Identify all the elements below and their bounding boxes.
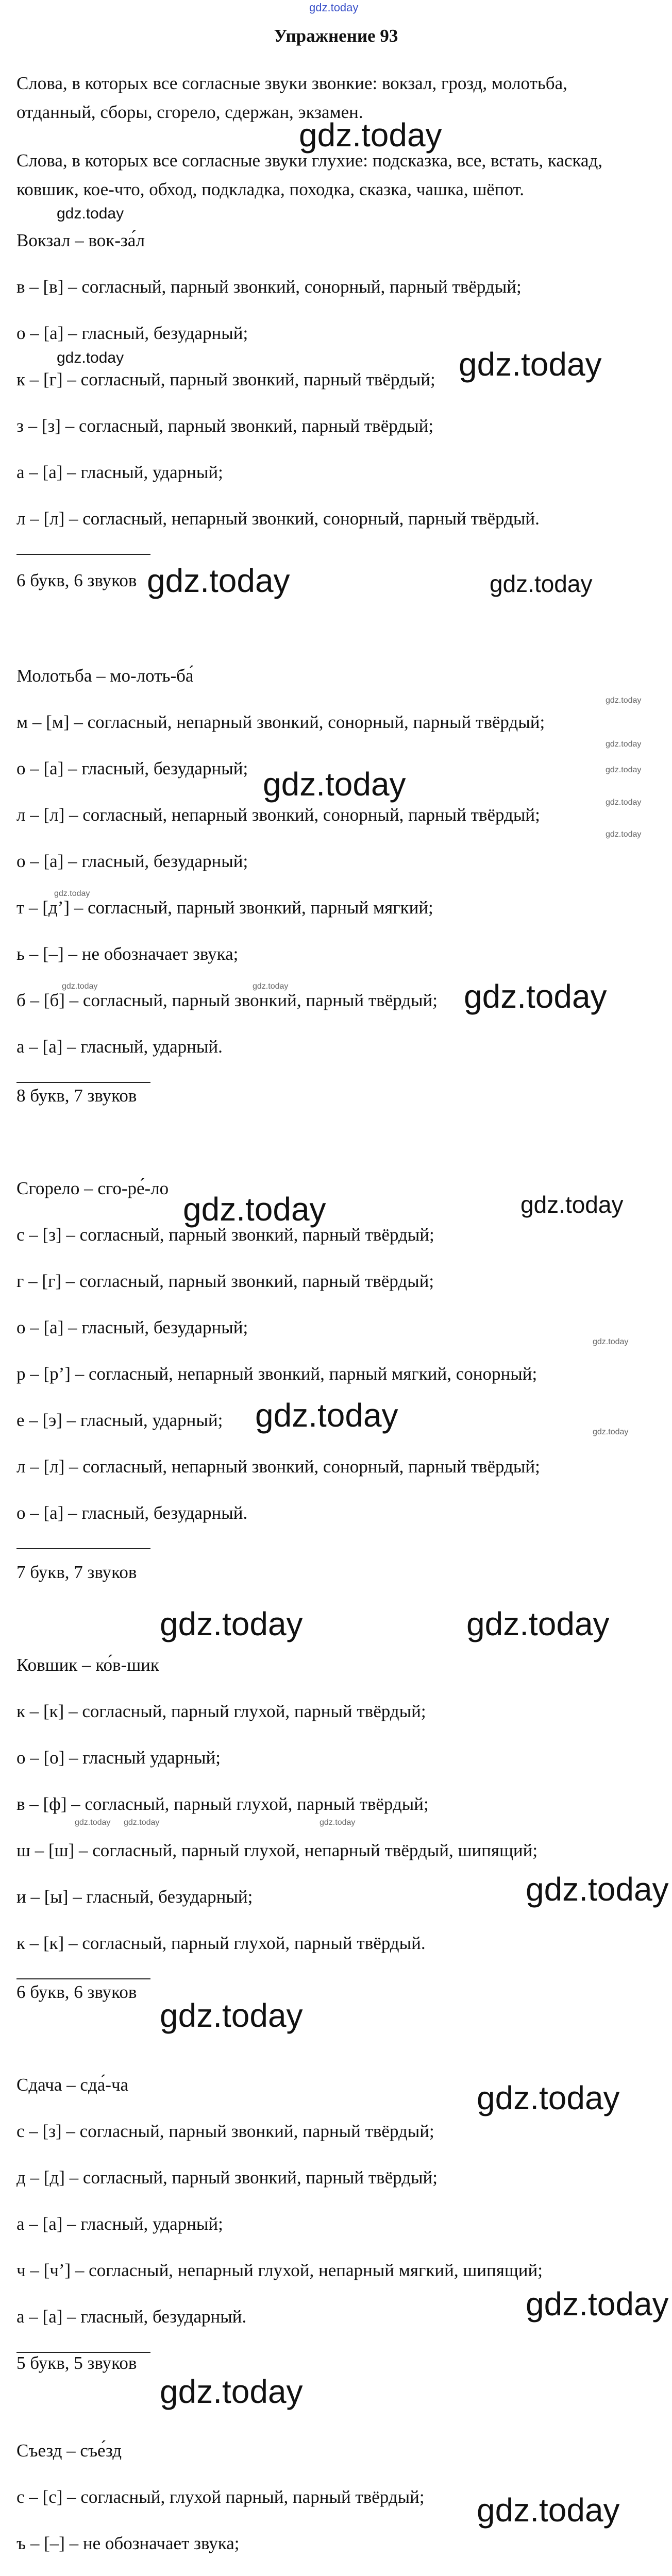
sound-line: к – [к] – согласный, парный глухой, парный твёрдый; <box>16 1701 426 1721</box>
intro-voiceless-line-1: Слова, в которых все согласные звуки глухие: подсказка, все, встать, каскад, <box>16 150 603 171</box>
watermark: gdz.today <box>160 1605 303 1642</box>
sound-line: а – [а] – гласный, ударный. <box>16 1037 223 1057</box>
sound-line: г – [г] – согласный, парный звонкий, парный твёрдый; <box>16 1271 434 1291</box>
intro-voiced-line-1: Слова, в которых все согласные звуки звонкие: вокзал, грозд, молотьба, <box>16 73 567 93</box>
sound-line: з – [з] – согласный, парный звонкий, парный твёрдый; <box>16 416 434 436</box>
watermark: gdz.today <box>606 766 642 774</box>
sound-line: в – [в] – согласный, парный звонкий, сонорный, парный твёрдый; <box>16 277 522 297</box>
sound-line: с – [з] – согласный, парный звонкий, парный твёрдый; <box>16 2121 434 2141</box>
watermark: gdz.today <box>320 1818 356 1827</box>
divider-line <box>16 1082 150 1083</box>
word-heading-molotba: Молотьба – мо-лоть-ба́ <box>16 666 194 686</box>
watermark: gdz.today <box>464 978 607 1015</box>
sound-line: о – [а] – гласный, безударный; <box>16 323 248 343</box>
sound-line: т – [д’] – согласный, парный звонкий, парный мягкий; <box>16 897 433 918</box>
word-heading-sezd: Съезд – съе́зд <box>16 2441 122 2461</box>
sound-line: ь – [–] – не обозначает звука; <box>16 944 239 964</box>
sound-line: о – [о] – гласный ударный; <box>16 1748 221 1768</box>
watermark: gdz.today <box>520 1191 624 1218</box>
word-heading-sgorelo: Сгорело – сго-ре́-ло <box>16 1178 169 1198</box>
watermark: gdz.today <box>490 570 593 597</box>
sound-line: о – [а] – гласный, безударный. <box>16 1503 248 1523</box>
watermark: gdz.today <box>606 830 642 839</box>
watermark: gdz.today <box>526 1871 669 1908</box>
watermark: gdz.today <box>299 116 442 154</box>
watermark: gdz.today <box>57 349 124 366</box>
watermark: gdz.today <box>124 1818 160 1827</box>
sound-line: б – [б] – согласный, парный звонкий, парный твёрдый; <box>16 990 438 1010</box>
sound-line: а – [а] – гласный, ударный; <box>16 462 223 482</box>
word-summary: 6 букв, 6 звуков <box>16 1982 137 2002</box>
intro-voiceless-line-2: ковшик, кое-что, обход, подкладка, походка, сказка, чашка, шёпот. <box>16 179 524 199</box>
watermark: gdz.today <box>183 1191 326 1228</box>
sound-line: м – [м] – согласный, непарный звонкий, сонорный, парный твёрдый; <box>16 712 545 732</box>
watermark: gdz.today <box>263 766 406 803</box>
sound-line: л – [л] – согласный, непарный звонкий, сонорный, парный твёрдый; <box>16 1456 540 1477</box>
watermark: gdz.today <box>147 562 290 599</box>
sound-line: с – [с] – согласный, глухой парный, парный твёрдый; <box>16 2487 425 2507</box>
word-summary: 5 букв, 5 звуков <box>16 2353 137 2373</box>
watermark: gdz.today <box>606 740 642 749</box>
sound-line: е – [э] – гласный, ударный; <box>16 1410 223 1430</box>
watermark: gdz.today <box>593 1428 629 1436</box>
watermark: gdz.today <box>255 1397 398 1434</box>
watermark: gdz.today <box>57 205 124 222</box>
divider-line <box>16 1978 150 1979</box>
sound-line: а – [а] – гласный, безударный. <box>16 2307 247 2327</box>
divider-line <box>16 554 150 555</box>
top-watermark: gdz.today <box>309 1 359 14</box>
word-heading-kovshik: Ковшик – ко́в-шик <box>16 1655 159 1675</box>
watermark: gdz.today <box>526 2285 669 2323</box>
watermark: gdz.today <box>253 982 289 991</box>
sound-line: р – [р’] – согласный, непарный звонкий, парный мягкий, сонорный; <box>16 1364 537 1384</box>
watermark: gdz.today <box>62 982 98 991</box>
sound-line: к – [к] – согласный, парный глухой, парный твёрдый. <box>16 1933 426 1953</box>
word-summary: 6 букв, 6 звуков <box>16 570 137 590</box>
sound-line: л – [л] – согласный, непарный звонкий, сонорный, парный твёрдый. <box>16 509 540 529</box>
word-summary: 8 букв, 7 звуков <box>16 1086 137 1106</box>
watermark: gdz.today <box>606 696 642 705</box>
sound-line: с – [з] – согласный, парный звонкий, парный твёрдый; <box>16 1225 434 1245</box>
watermark: gdz.today <box>160 2373 303 2410</box>
sound-line: о – [а] – гласный, безударный; <box>16 1317 248 1337</box>
watermark: gdz.today <box>477 2079 620 2116</box>
word-summary: 7 букв, 7 звуков <box>16 1562 137 1582</box>
sound-line: ч – [ч’] – согласный, непарный глухой, непарный мягкий, шипящий; <box>16 2260 543 2280</box>
sound-line: а – [а] – гласный, ударный; <box>16 2214 223 2234</box>
word-heading-sdacha: Сдача – сда́-ча <box>16 2075 129 2095</box>
watermark: gdz.today <box>466 1605 610 1642</box>
watermark: gdz.today <box>75 1818 111 1827</box>
watermark: gdz.today <box>459 346 602 383</box>
word-heading-vokzal: Вокзал – вок-за́л <box>16 230 145 250</box>
sound-line: ш – [ш] – согласный, парный глухой, непарный твёрдый, шипящий; <box>16 1840 538 1860</box>
sound-line: в – [ф] – согласный, парный глухой, парный твёрдый; <box>16 1794 429 1814</box>
sound-line: о – [а] – гласный, безударный; <box>16 758 248 778</box>
watermark: gdz.today <box>606 798 642 807</box>
intro-voiced-line-2: отданный, сборы, сгорело, сдержан, экзамен. <box>16 102 363 122</box>
sound-line: д – [д] – согласный, парный звонкий, парный твёрдый; <box>16 2167 438 2188</box>
watermark: gdz.today <box>593 1337 629 1346</box>
watermark: gdz.today <box>477 2492 620 2529</box>
sound-line: л – [л] – согласный, непарный звонкий, сонорный, парный твёрдый; <box>16 805 540 825</box>
sound-line: ъ – [–] – не обозначает звука; <box>16 2533 240 2553</box>
divider-line <box>16 1548 150 1549</box>
watermark: gdz.today <box>160 1997 303 2034</box>
watermark: gdz.today <box>54 889 90 898</box>
exercise-title: Упражнение 93 <box>274 26 398 46</box>
sound-line: и – [ы] – гласный, безударный; <box>16 1887 253 1907</box>
sound-line: о – [а] – гласный, безударный; <box>16 851 248 871</box>
sound-line: к – [г] – согласный, парный звонкий, парный твёрдый; <box>16 369 435 389</box>
